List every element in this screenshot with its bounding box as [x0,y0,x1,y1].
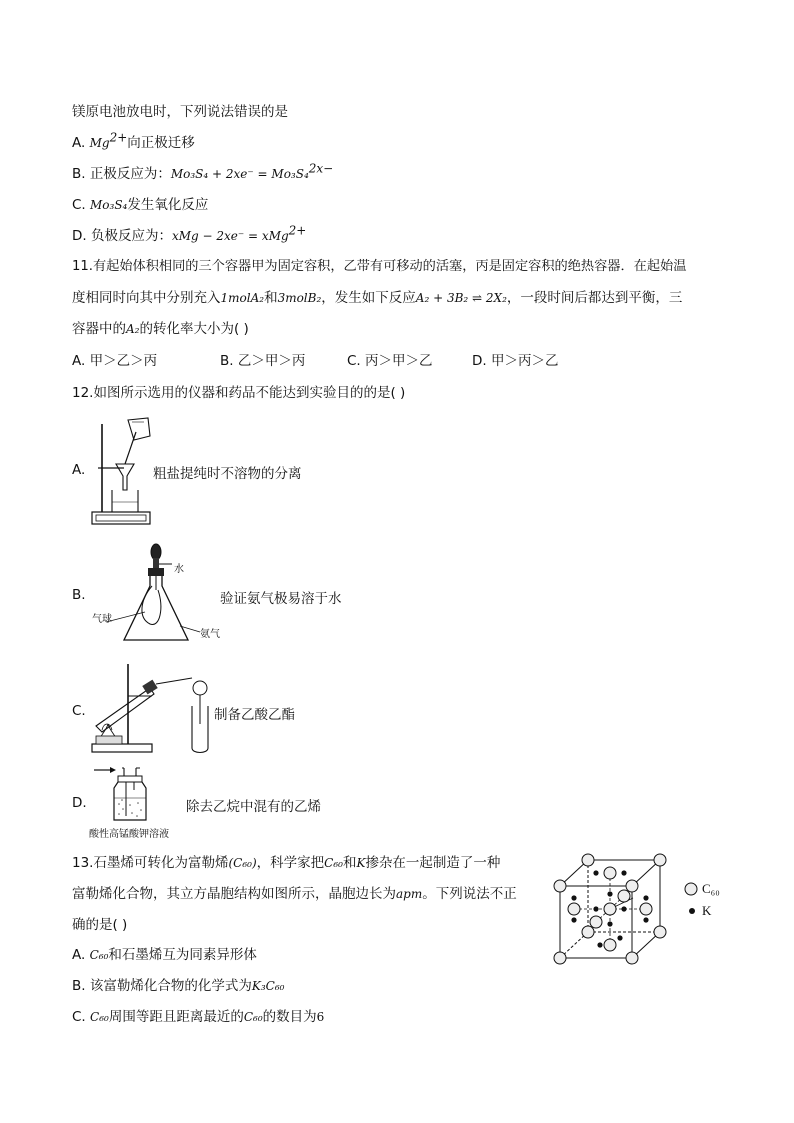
ethyl-acetate-apparatus-figure [88,660,218,756]
q12-option-c-caption: 制备乙酸乙酯 [214,707,295,723]
legend-k-label: K [702,903,712,918]
q11-stem-line2: 度相同时向其中分别充入1molA₂和3molB₂，发生如下反应A₂ + 3B₂ ⇌ 2X₂，一段时间后都达到平衡，三 [72,290,683,306]
q10-stem: 镁原电池放电时，下列说法错误的是 [72,104,288,120]
q12-stem: 12.如图所示选用的仪器和药品不能达到实验目的的是( ) [72,385,406,401]
crystal-cell-figure [550,848,675,968]
q12-option-c-label: C. [72,703,86,719]
q12-option-b-label: B. [72,587,86,603]
q11-option-a: A. 甲＞乙＞丙 [72,353,158,369]
legend-c60-label: C₆₀ [702,881,720,896]
q12-option-b-caption: 验证氨气极易溶于水 [220,591,342,607]
q12-option-d-label: D. [72,795,87,811]
legend-k-marker [688,907,696,915]
q11-stem-line3: 容器中的A₂的转化率大小为( ) [72,321,249,337]
q11-option-b: B. 乙＞甲＞丙 [220,353,306,369]
q13-stem-line3: 确的是( ) [72,917,128,933]
washing-bottle-solution-label: 酸性高锰酸钾溶液 [89,829,169,840]
fountain-water-label: 水 [174,564,184,575]
gas-washing-bottle-figure [92,762,162,824]
legend-c60-marker [684,882,698,896]
q11-stem-line1: 11.有起始体积相同的三个容器甲为固定容积，乙带有可移动的活塞，丙是固定容积的绝热容器．在起始温 [72,259,687,274]
filtration-apparatus-figure [88,414,156,530]
q11-option-c: C. 丙＞甲＞乙 [347,353,433,369]
q10-option-a: A. $Mg^{2+}$向正极迁移 [72,130,195,151]
fountain-balloon-label: 气球 [92,614,112,625]
q11-option-d: D. 甲＞丙＞乙 [472,353,559,369]
q12-option-d-caption: 除去乙烷中混有的乙烯 [186,799,321,815]
q10-option-d: D. 负极反应为：xMg − 2xe⁻ = xMg$^{2+}$ [72,223,307,244]
q13-stem-line2: 富勒烯化合物，其立方晶胞结构如图所示，晶胞边长为apm。下列说法不正 [72,886,517,902]
q12-option-a-label: A. [72,462,86,478]
q13-option-c: C. C₆₀周围等距且距离最近的C₆₀的数目为6 [72,1009,325,1025]
q13-option-b: B. 该富勒烯化合物的化学式为K₃C₆₀ [72,978,285,994]
q13-stem-line1: 13.石墨烯可转化为富勒烯(C₆₀)，科学家把C₆₀和K掺杂在一起制造了一种 [72,855,501,871]
q10-option-b: B. 正极反应为：Mo₃S₄ + 2xe⁻ = Mo₃S₄$^{2x-}$ [72,161,334,182]
q11-options [72,352,558,370]
q13-option-a: A. C₆₀和石墨烯互为同素异形体 [72,947,257,963]
q12-option-a-caption: 粗盐提纯时不溶物的分离 [153,466,302,482]
q10-option-c: C. Mo₃S₄发生氧化反应 [72,197,209,213]
fountain-gas-label: 氨气 [200,629,220,640]
